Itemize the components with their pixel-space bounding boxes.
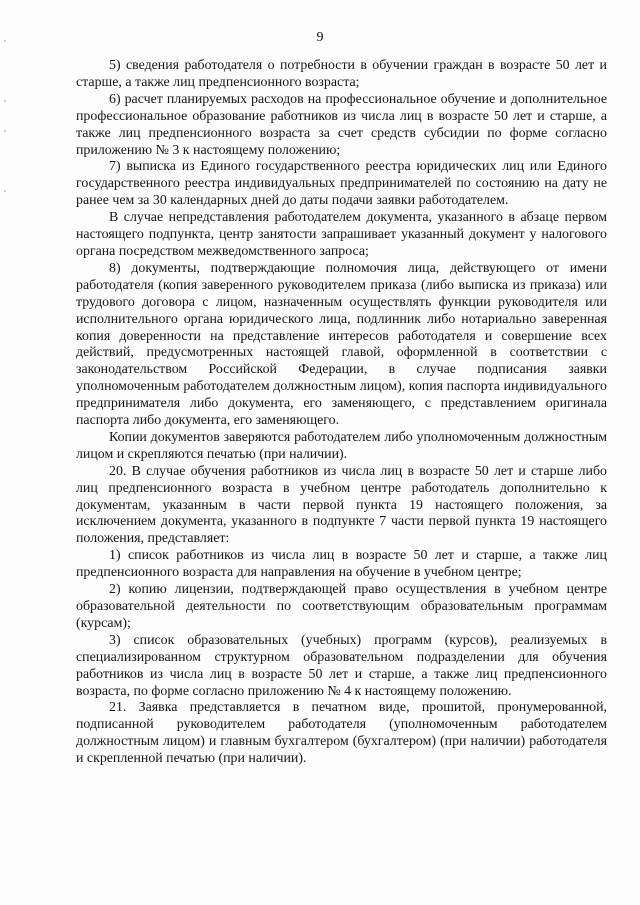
paragraph: 8) документы, подтверждающие полномочия лица, действующего от имени работодателя (копия заверенного руководителем приказа (либо выписка из приказа) или трудового договора с лицом, назначенным осуществлять функции руководителя или исполнительного органа юридического лица, подлинник либо нотариально заверенная копия доверенности на представление интересов работодателя и совершение всех действий, предусмотренных настоящей главой, оформленной в соответствии с законодательством Российской Федерации, в случае подписания заявки уполномоченным работодателем должностным лицом), копия паспорта индивидуального предпринимателя либо документа, его заменяющего, с представлением оригинала паспорта либо документа, его заменяющего. xyxy=(76,260,607,429)
paragraph: 6) расчет планируемых расходов на профессиональное обучение и дополнительное профессиональное образование работников из числа лиц в возрасте 50 лет и старше, а также лиц предпенсионного возраста за счет средств субсидии по форме согласно приложению № 3 к настоящему положению; xyxy=(76,91,607,158)
paragraph: 3) список образовательных (учебных) программ (курсов), реализуемых в специализированном структурном образовательном подразделении для обучения работников из числа лиц в возрасте 50 лет и старше, а также лиц предпенсионного возраста, по форме согласно приложению № 4 к настоящему положению. xyxy=(76,632,607,699)
page-number: 9 xyxy=(316,30,324,45)
paragraph: 5) сведения работодателя о потребности в обучении граждан в возрасте 50 лет и старше, а также лиц предпенсионного возраста; xyxy=(76,58,607,90)
paragraph: 1) список работников из числа лиц в возрасте 50 лет и старше, а также лиц предпенсионного возраста для направления на обучение в учебном центре; xyxy=(76,548,607,581)
paragraph: Копии документов заверяются работодателем либо уполномоченным должностным лицом и скрепляются печатью (при наличии). xyxy=(76,429,607,462)
document-body xyxy=(76,58,607,768)
paragraph: 20. В случае обучения работников из числа лиц в возрасте 50 лет и старше либо лиц предпенсионного возраста в учебном центре работодатель дополнительно к документам, указанным в части первой пункта 19 настоящего положения, за исключением документа, указанного в подпункте 7 части первой пункта 19 настоящего положения, представляет: xyxy=(76,463,607,547)
paragraph: 2) копию лицензии, подтверждающей право осуществления в учебном центре образовательной деятельности по соответствующим образовательным программам (курсам); xyxy=(76,582,607,631)
paragraph: 21. Заявка представляется в печатном виде, прошитой, пронумерованной, подписанной руководителем работодателя (уполномоченным работодателем должностным лицом) и главным бухгалтером (бухгалтером) (при наличии) работодателя и скрепленной печатью (при наличии). xyxy=(76,700,607,767)
paragraph: 7) выписка из Единого государственного реестра юридических лиц или Единого государственного реестра индивидуальных предпринимателей по состоянию на дату не ранее чем за 30 календарных дней до даты подачи заявки работодателем. xyxy=(76,159,607,209)
paragraph: В случае непредставления работодателем документа, указанного в абзаце первом настоящего подпункта, центр занятости запрашивает указанный документ у налогового органа посредством межведомственного запроса; xyxy=(76,210,607,259)
margin-marks xyxy=(4,40,8,240)
